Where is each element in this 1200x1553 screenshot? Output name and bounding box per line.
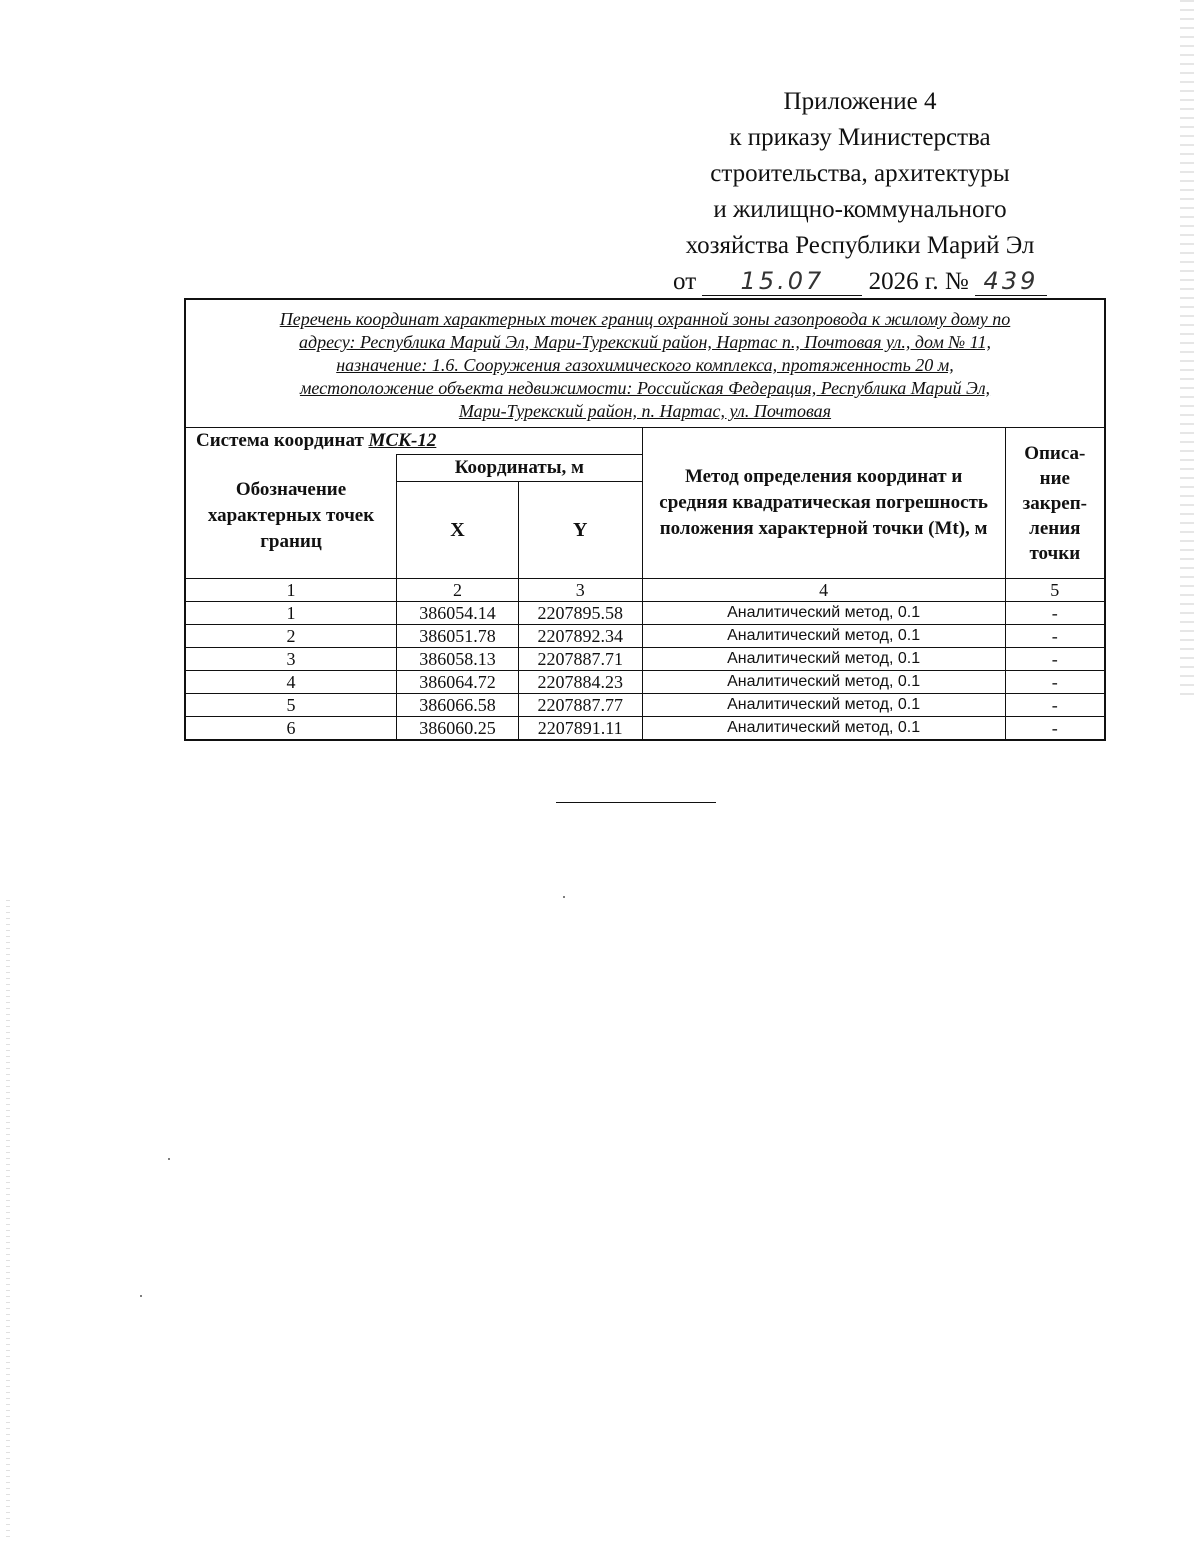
coord-x: 386066.58 [397, 694, 519, 717]
col-x-header: X [397, 482, 519, 579]
point-id: 4 [185, 671, 397, 694]
method: Аналитический метод, 0.1 [642, 694, 1005, 717]
table-row [185, 602, 1105, 625]
scan-speck [140, 1295, 142, 1297]
method: Аналитический метод, 0.1 [642, 625, 1005, 648]
scan-edge-artifact [1180, 0, 1194, 700]
title-line: Мари-Турекский район, п. Нартас, ул. Почтовая [458, 401, 832, 421]
description: - [1005, 671, 1105, 694]
header-line: к приказу Министерства [729, 124, 991, 151]
order-year: 2026 г. № [868, 268, 969, 295]
coord-y: 2207887.77 [518, 694, 642, 717]
description: - [1005, 694, 1105, 717]
description: - [1005, 648, 1105, 671]
title-line: назначение: 1.6. Сооружения газохимического комплекса, протяженность 20 м, [336, 355, 954, 375]
coord-x: 386051.78 [397, 625, 519, 648]
table-title [185, 299, 1105, 428]
scan-edge-artifact-left [6, 900, 10, 1540]
point-id: 6 [185, 717, 397, 741]
coord-x: 386058.13 [397, 648, 519, 671]
point-id: 3 [185, 648, 397, 671]
order-number-handwritten: 439 [975, 267, 1047, 296]
title-line: местоположение объекта недвижимости: Российская Федерация, Республика Марий Эл, [299, 378, 991, 398]
header-line: Приложение 4 [783, 88, 937, 115]
system-label: Система координат [196, 430, 364, 451]
table-row [185, 625, 1105, 648]
point-id: 5 [185, 694, 397, 717]
col-number: 4 [642, 579, 1005, 602]
method: Аналитический метод, 0.1 [642, 648, 1005, 671]
header-line: и жилищно-коммунального [713, 196, 1007, 223]
point-id: 1 [185, 602, 397, 625]
description: - [1005, 625, 1105, 648]
description: - [1005, 717, 1105, 741]
title-line: Перечень координат характерных точек границ охранной зоны газопровода к жилому дому по [279, 309, 1011, 329]
title-line: адресу: Республика Марий Эл, Мари-Турекский район, Нартас п., Почтовая ул., дом № 11, [299, 332, 991, 352]
system-value: МСК-12 [368, 430, 437, 451]
scan-speck [168, 1158, 170, 1160]
coordinates-table [184, 298, 1106, 741]
table-row [185, 648, 1105, 671]
col-point-header: Обозначение характерных точек границ [185, 455, 397, 579]
appendix-header [660, 84, 1060, 300]
col-y-header: Y [518, 482, 642, 579]
order-line [660, 264, 1060, 300]
col-number: 5 [1005, 579, 1105, 602]
description: - [1005, 602, 1105, 625]
table-row [185, 694, 1105, 717]
scan-speck [563, 896, 565, 898]
col-desc-header: Описа- ние закреп- ления точки [1005, 428, 1105, 579]
order-date-handwritten: 15.07 [702, 267, 862, 296]
end-separator-line [556, 802, 716, 803]
point-id: 2 [185, 625, 397, 648]
method: Аналитический метод, 0.1 [642, 602, 1005, 625]
coord-y: 2207891.11 [518, 717, 642, 741]
coord-y: 2207884.23 [518, 671, 642, 694]
table-row [185, 717, 1105, 741]
coord-y: 2207895.58 [518, 602, 642, 625]
col-number: 3 [518, 579, 642, 602]
col-method-header: Метод определения координат и средняя квадратическая погрешность положения характерной точки (Mt), м [642, 428, 1005, 579]
header-line: строительства, архитектуры [710, 160, 1010, 187]
col-number: 1 [185, 579, 397, 602]
col-coords-header: Координаты, м [397, 455, 643, 482]
method: Аналитический метод, 0.1 [642, 717, 1005, 741]
coord-y: 2207892.34 [518, 625, 642, 648]
header-line: хозяйства Республики Марий Эл [685, 232, 1035, 259]
table-row [185, 671, 1105, 694]
coord-y: 2207887.71 [518, 648, 642, 671]
order-prefix: от [673, 268, 697, 295]
method: Аналитический метод, 0.1 [642, 671, 1005, 694]
coord-x: 386060.25 [397, 717, 519, 741]
coord-x: 386064.72 [397, 671, 519, 694]
col-number: 2 [397, 579, 519, 602]
coordinate-system [185, 428, 642, 455]
coord-x: 386054.14 [397, 602, 519, 625]
